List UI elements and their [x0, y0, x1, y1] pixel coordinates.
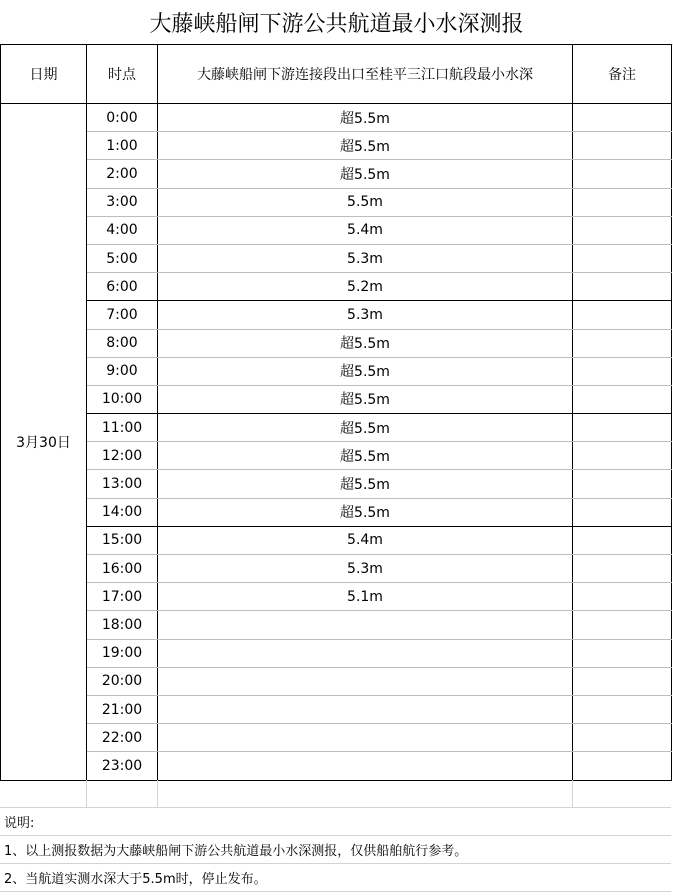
depth-cell: 5.5m: [158, 188, 573, 216]
depth-cell: [158, 667, 573, 695]
header-remark: 备注: [573, 45, 672, 104]
time-cell: 13:00: [87, 470, 158, 498]
depth-cell: 超5.5m: [158, 470, 573, 498]
table-row: [1, 414, 672, 442]
header-row: [1, 45, 672, 104]
time-cell: 22:00: [87, 724, 158, 752]
time-cell: 5:00: [87, 244, 158, 272]
depth-cell: 5.3m: [158, 555, 573, 583]
remark-cell: [573, 132, 672, 160]
table-row: [1, 216, 672, 244]
time-cell: 16:00: [87, 555, 158, 583]
remark-cell: [573, 216, 672, 244]
table-row: [1, 695, 672, 723]
header-time: 时点: [87, 45, 158, 104]
table-row: [1, 498, 672, 526]
remark-cell: [573, 555, 672, 583]
time-cell: 8:00: [87, 329, 158, 357]
remark-cell: [573, 470, 672, 498]
depth-cell: 5.2m: [158, 273, 573, 301]
time-cell: 19:00: [87, 639, 158, 667]
depth-cell: 超5.5m: [158, 357, 573, 385]
depth-cell: 超5.5m: [158, 160, 573, 188]
time-cell: 20:00: [87, 667, 158, 695]
time-cell: 3:00: [87, 188, 158, 216]
table-row: [1, 160, 672, 188]
remark-cell: [573, 104, 672, 132]
table-body: [1, 104, 672, 781]
header-date: 日期: [1, 45, 87, 104]
time-cell: 2:00: [87, 160, 158, 188]
notes-section: [0, 780, 671, 892]
remark-cell: [573, 329, 672, 357]
time-cell: 6:00: [87, 273, 158, 301]
table-row: [1, 470, 672, 498]
depth-cell: 5.4m: [158, 526, 573, 554]
date-cell: 3月30日: [1, 104, 87, 781]
depth-cell: 超5.5m: [158, 442, 573, 470]
note-item: 1、以上测报数据为大藤峡船闸下游公共航道最小水深测报，仅供船舶航行参考。: [0, 836, 671, 864]
notes-label: 说明:: [0, 808, 671, 836]
report-title: 大藤峡船闸下游公共航道最小水深测报: [0, 0, 673, 45]
remark-cell: [573, 583, 672, 611]
time-cell: 21:00: [87, 695, 158, 723]
time-cell: 1:00: [87, 132, 158, 160]
table-row: [1, 442, 672, 470]
time-cell: 14:00: [87, 498, 158, 526]
depth-cell: 超5.5m: [158, 385, 573, 413]
grid-line: [86, 780, 87, 808]
table-row: [1, 188, 672, 216]
remark-cell: [573, 442, 672, 470]
remark-cell: [573, 526, 672, 554]
depth-cell: 5.3m: [158, 244, 573, 272]
depth-cell: [158, 724, 573, 752]
remark-cell: [573, 357, 672, 385]
time-cell: 17:00: [87, 583, 158, 611]
remark-cell: [573, 611, 672, 639]
remark-cell: [573, 639, 672, 667]
table-row: [1, 385, 672, 413]
depth-cell: 5.4m: [158, 216, 573, 244]
depth-cell: 超5.5m: [158, 498, 573, 526]
header-min-depth: 大藤峡船闸下游连接段出口至桂平三江口航段最小水深: [158, 45, 573, 104]
grid-line: [572, 780, 573, 808]
remark-cell: [573, 160, 672, 188]
table-row: [1, 301, 672, 329]
remark-cell: [573, 244, 672, 272]
table-row: [1, 555, 672, 583]
depth-cell: 超5.5m: [158, 104, 573, 132]
remark-cell: [573, 695, 672, 723]
table-row: [1, 244, 672, 272]
remark-cell: [573, 724, 672, 752]
table-row: [1, 583, 672, 611]
time-cell: 9:00: [87, 357, 158, 385]
remark-cell: [573, 273, 672, 301]
time-cell: 11:00: [87, 414, 158, 442]
table-row: [1, 752, 672, 780]
depth-report-table: [0, 44, 672, 781]
table-row: [1, 724, 672, 752]
depth-cell: 5.3m: [158, 301, 573, 329]
time-cell: 7:00: [87, 301, 158, 329]
time-cell: 15:00: [87, 526, 158, 554]
depth-cell: [158, 611, 573, 639]
note-item: 2、当航道实测水深大于5.5m时，停止发布。: [0, 864, 671, 892]
time-cell: 10:00: [87, 385, 158, 413]
depth-cell: [158, 639, 573, 667]
remark-cell: [573, 667, 672, 695]
table-row: [1, 357, 672, 385]
table-row: [1, 132, 672, 160]
depth-cell: 5.1m: [158, 583, 573, 611]
depth-cell: [158, 752, 573, 780]
table-row: [1, 329, 672, 357]
blank-row: [0, 780, 671, 808]
grid-line: [157, 780, 158, 808]
depth-cell: 超5.5m: [158, 329, 573, 357]
table-row: [1, 104, 672, 132]
remark-cell: [573, 752, 672, 780]
table-row: [1, 526, 672, 554]
remark-cell: [573, 188, 672, 216]
remark-cell: [573, 301, 672, 329]
time-cell: 4:00: [87, 216, 158, 244]
depth-cell: 超5.5m: [158, 414, 573, 442]
time-cell: 0:00: [87, 104, 158, 132]
depth-cell: [158, 695, 573, 723]
table-row: [1, 611, 672, 639]
time-cell: 23:00: [87, 752, 158, 780]
table-row: [1, 273, 672, 301]
table-row: [1, 667, 672, 695]
depth-cell: 超5.5m: [158, 132, 573, 160]
time-cell: 12:00: [87, 442, 158, 470]
table-row: [1, 639, 672, 667]
remark-cell: [573, 414, 672, 442]
time-cell: 18:00: [87, 611, 158, 639]
remark-cell: [573, 385, 672, 413]
remark-cell: [573, 498, 672, 526]
